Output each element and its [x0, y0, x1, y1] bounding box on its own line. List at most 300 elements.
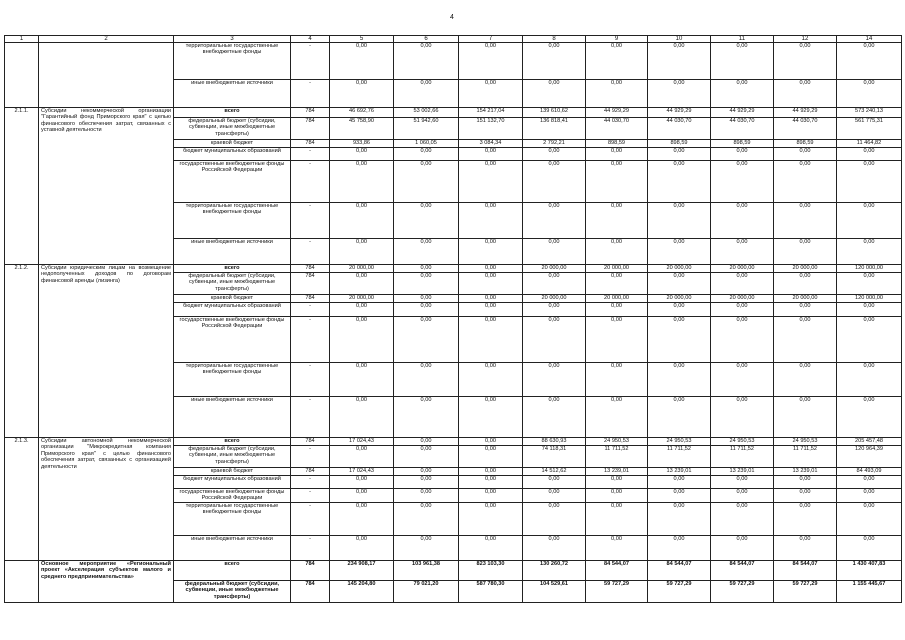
funding-source: бюджет муниципальных образований	[174, 303, 291, 317]
table-row	[5, 108, 902, 118]
amount-cell: 0,00	[459, 80, 523, 108]
department-code: 784	[291, 580, 330, 602]
department-code: 784	[291, 560, 330, 580]
amount-cell: 0,00	[523, 43, 586, 80]
amount-cell: 84 544,07	[648, 560, 711, 580]
amount-cell: 0,00	[586, 303, 648, 317]
amount-cell: 0,00	[837, 535, 902, 560]
amount-cell: 0,00	[394, 397, 459, 438]
table-row	[5, 438, 902, 446]
amount-cell: 20 000,00	[774, 265, 837, 273]
amount-cell: 1 430 407,83	[837, 560, 902, 580]
amount-cell: 0,00	[394, 502, 459, 535]
amount-cell: 1 155 445,67	[837, 580, 902, 602]
amount-cell: 0,00	[394, 303, 459, 317]
amount-cell: 0,00	[394, 148, 459, 161]
amount-cell: 20 000,00	[586, 265, 648, 273]
amount-cell: 20 000,00	[586, 295, 648, 303]
amount-cell: 0,00	[523, 535, 586, 560]
amount-cell: 88 630,93	[523, 438, 586, 446]
amount-cell: 0,00	[837, 363, 902, 397]
amount-cell: 13 239,01	[774, 468, 837, 476]
amount-cell: 0,00	[330, 489, 394, 503]
amount-cell: 0,00	[837, 273, 902, 295]
amount-cell: 0,00	[774, 148, 837, 161]
amount-cell: 0,00	[459, 303, 523, 317]
header-row	[5, 36, 902, 43]
amount-cell: 20 000,00	[648, 265, 711, 273]
amount-cell: 0,00	[648, 148, 711, 161]
amount-cell: 0,00	[330, 535, 394, 560]
amount-cell: 0,00	[330, 161, 394, 203]
funding-source: государственные внебюджетные фонды Российской Федерации	[174, 489, 291, 503]
amount-cell: 44 929,29	[711, 108, 774, 118]
amount-cell: 74 118,31	[523, 446, 586, 468]
funding-source: всего	[174, 265, 291, 273]
amount-cell: 0,00	[459, 273, 523, 295]
amount-cell: 0,00	[774, 317, 837, 363]
department-code: -	[291, 446, 330, 468]
amount-cell: 0,00	[774, 502, 837, 535]
department-code: 784	[291, 295, 330, 303]
department-code: 784	[291, 265, 330, 273]
amount-cell: 0,00	[330, 239, 394, 265]
department-code: -	[291, 43, 330, 80]
amount-cell: 0,00	[648, 239, 711, 265]
funding-source: бюджет муниципальных образований	[174, 476, 291, 489]
funding-source: краевой бюджет	[174, 295, 291, 303]
amount-cell: 44 929,29	[648, 108, 711, 118]
amount-cell: 0,00	[837, 476, 902, 489]
amount-cell: 0,00	[523, 273, 586, 295]
amount-cell: 0,00	[394, 363, 459, 397]
amount-cell: 0,00	[586, 489, 648, 503]
amount-cell: 0,00	[837, 489, 902, 503]
amount-cell: 0,00	[394, 535, 459, 560]
amount-cell: 44 030,70	[774, 118, 837, 140]
amount-cell: 0,00	[459, 502, 523, 535]
amount-cell: 0,00	[459, 397, 523, 438]
amount-cell: 0,00	[459, 148, 523, 161]
amount-cell: 0,00	[523, 239, 586, 265]
amount-cell: 561 775,31	[837, 118, 902, 140]
amount-cell: 0,00	[394, 438, 459, 446]
column-header: 6	[394, 36, 459, 43]
amount-cell: 84 544,07	[774, 560, 837, 580]
amount-cell: 0,00	[648, 203, 711, 239]
amount-cell: 0,00	[459, 43, 523, 80]
amount-cell: 0,00	[586, 161, 648, 203]
amount-cell: 0,00	[459, 295, 523, 303]
amount-cell: 0,00	[711, 239, 774, 265]
amount-cell: 3 084,34	[459, 140, 523, 148]
funding-source: всего	[174, 438, 291, 446]
amount-cell: 0,00	[586, 535, 648, 560]
funding-source: государственные внебюджетные фонды Российской Федерации	[174, 317, 291, 363]
amount-cell: 0,00	[459, 265, 523, 273]
amount-cell: 898,59	[774, 140, 837, 148]
amount-cell: 0,00	[711, 502, 774, 535]
amount-cell: 0,00	[586, 80, 648, 108]
department-code: -	[291, 363, 330, 397]
amount-cell: 0,00	[711, 317, 774, 363]
amount-cell: 17 024,43	[330, 438, 394, 446]
department-code: 784	[291, 118, 330, 140]
department-code: -	[291, 535, 330, 560]
amount-cell: 0,00	[648, 43, 711, 80]
amount-cell: 0,00	[774, 363, 837, 397]
budget-table	[4, 35, 902, 603]
amount-cell: 20 000,00	[330, 295, 394, 303]
amount-cell: 0,00	[586, 397, 648, 438]
amount-cell: 0,00	[837, 502, 902, 535]
column-header: 10	[648, 36, 711, 43]
amount-cell: 0,00	[394, 43, 459, 80]
amount-cell: 0,00	[648, 502, 711, 535]
amount-cell: 44 030,70	[586, 118, 648, 140]
amount-cell: 11 464,82	[837, 140, 902, 148]
amount-cell: 20 000,00	[648, 295, 711, 303]
amount-cell: 0,00	[459, 161, 523, 203]
amount-cell: 0,00	[330, 43, 394, 80]
amount-cell: 0,00	[648, 161, 711, 203]
amount-cell: 59 727,29	[586, 580, 648, 602]
department-code: -	[291, 161, 330, 203]
amount-cell: 14 512,62	[523, 468, 586, 476]
item-number: 2.1.3.	[5, 438, 39, 561]
funding-source: всего	[174, 108, 291, 118]
amount-cell: 11 711,52	[586, 446, 648, 468]
amount-cell: 59 727,29	[648, 580, 711, 602]
amount-cell: 0,00	[774, 535, 837, 560]
amount-cell: 120 000,00	[837, 295, 902, 303]
funding-source: территориальные государственные внебюджетные фонды	[174, 43, 291, 80]
amount-cell: 24 950,53	[774, 438, 837, 446]
column-header: 2	[39, 36, 174, 43]
amount-cell: 0,00	[711, 148, 774, 161]
amount-cell: 44 929,29	[586, 108, 648, 118]
amount-cell: 53 002,66	[394, 108, 459, 118]
amount-cell: 0,00	[459, 317, 523, 363]
amount-cell: 0,00	[523, 161, 586, 203]
funding-source: всего	[174, 560, 291, 580]
department-code: -	[291, 502, 330, 535]
amount-cell: 20 000,00	[774, 295, 837, 303]
amount-cell: 0,00	[648, 397, 711, 438]
amount-cell: 59 727,29	[711, 580, 774, 602]
item-description: Субсидии автономной некоммерческой организации "Микрокредитная компания Приморского края" с целью финансового обеспечения затрат, связанных с организацией деятельности	[39, 438, 174, 561]
amount-cell: 44 030,70	[711, 118, 774, 140]
department-code: -	[291, 148, 330, 161]
amount-cell: 0,00	[586, 363, 648, 397]
funding-source: иные внебюджетные источники	[174, 397, 291, 438]
funding-source: федеральный бюджет (субсидии, субвенции, иные межбюджетные трансферты)	[174, 446, 291, 468]
amount-cell: 0,00	[648, 535, 711, 560]
amount-cell: 0,00	[330, 273, 394, 295]
funding-source: краевой бюджет	[174, 140, 291, 148]
amount-cell: 136 818,41	[523, 118, 586, 140]
amount-cell: 205 457,48	[837, 438, 902, 446]
amount-cell: 0,00	[774, 303, 837, 317]
amount-cell: 0,00	[394, 468, 459, 476]
amount-cell: 0,00	[648, 273, 711, 295]
amount-cell: 24 950,53	[648, 438, 711, 446]
item-description: Субсидии некоммерческой организации "Гарантийный фонд Приморского края" с целью финансового обеспечения затрат, связанных с уставной деятельности	[39, 108, 174, 265]
amount-cell: 933,86	[330, 140, 394, 148]
amount-cell: 0,00	[523, 502, 586, 535]
amount-cell: 13 239,01	[586, 468, 648, 476]
amount-cell: 0,00	[711, 43, 774, 80]
column-header: 1	[5, 36, 39, 43]
amount-cell: 17 024,43	[330, 468, 394, 476]
amount-cell: 0,00	[330, 148, 394, 161]
amount-cell: 0,00	[394, 239, 459, 265]
amount-cell: 0,00	[459, 489, 523, 503]
funding-source: иные внебюджетные источники	[174, 80, 291, 108]
amount-cell: 24 950,53	[711, 438, 774, 446]
amount-cell: 139 610,62	[523, 108, 586, 118]
amount-cell: 84 544,07	[711, 560, 774, 580]
item-number: 2.1.1.	[5, 108, 39, 265]
amount-cell: 0,00	[586, 476, 648, 489]
department-code: -	[291, 80, 330, 108]
department-code: 784	[291, 273, 330, 295]
amount-cell: 0,00	[711, 489, 774, 503]
amount-cell: 587 780,30	[459, 580, 523, 602]
amount-cell: 0,00	[330, 363, 394, 397]
amount-cell: 0,00	[837, 397, 902, 438]
amount-cell: 44 929,29	[774, 108, 837, 118]
amount-cell: 0,00	[648, 317, 711, 363]
amount-cell: 0,00	[774, 476, 837, 489]
amount-cell: 898,59	[648, 140, 711, 148]
department-code: 784	[291, 140, 330, 148]
amount-cell: 84 493,09	[837, 468, 902, 476]
item-number	[5, 560, 39, 602]
amount-cell: 11 711,52	[648, 446, 711, 468]
amount-cell: 0,00	[330, 317, 394, 363]
amount-cell: 13 239,01	[711, 468, 774, 476]
amount-cell: 0,00	[523, 80, 586, 108]
amount-cell: 0,00	[394, 273, 459, 295]
column-header: 3	[174, 36, 291, 43]
department-code: -	[291, 489, 330, 503]
amount-cell: 0,00	[394, 295, 459, 303]
amount-cell: 0,00	[394, 161, 459, 203]
funding-source: территориальные государственные внебюджетные фонды	[174, 363, 291, 397]
amount-cell: 120 000,00	[837, 265, 902, 273]
funding-source: иные внебюджетные источники	[174, 535, 291, 560]
item-description: Основное мероприятие «Региональный проект «Акселерация субъектов малого и среднего предпринимательства»	[39, 560, 174, 602]
amount-cell: 234 908,17	[330, 560, 394, 580]
amount-cell: 0,00	[711, 476, 774, 489]
table-row	[5, 43, 902, 80]
amount-cell: 0,00	[586, 239, 648, 265]
amount-cell: 0,00	[523, 203, 586, 239]
amount-cell: 0,00	[330, 303, 394, 317]
column-header: 8	[523, 36, 586, 43]
amount-cell: 0,00	[459, 535, 523, 560]
amount-cell: 20 000,00	[711, 295, 774, 303]
item-description-cell	[39, 43, 174, 108]
table-row	[5, 560, 902, 580]
amount-cell: 24 950,53	[586, 438, 648, 446]
amount-cell: 0,00	[394, 476, 459, 489]
amount-cell: 0,00	[459, 446, 523, 468]
funding-source: федеральный бюджет (субсидии, субвенции, иные межбюджетные трансферты)	[174, 580, 291, 602]
amount-cell: 0,00	[711, 535, 774, 560]
amount-cell: 0,00	[648, 489, 711, 503]
amount-cell: 0,00	[459, 438, 523, 446]
amount-cell: 154 217,04	[459, 108, 523, 118]
amount-cell: 0,00	[394, 317, 459, 363]
amount-cell: 573 240,13	[837, 108, 902, 118]
amount-cell: 0,00	[330, 397, 394, 438]
page-number: 4	[450, 14, 454, 21]
amount-cell: 0,00	[523, 317, 586, 363]
amount-cell: 0,00	[837, 203, 902, 239]
amount-cell: 46 692,76	[330, 108, 394, 118]
amount-cell: 84 544,07	[586, 560, 648, 580]
amount-cell: 130 260,72	[523, 560, 586, 580]
department-code: -	[291, 476, 330, 489]
amount-cell: 11 711,52	[711, 446, 774, 468]
funding-source: государственные внебюджетные фонды Российской Федерации	[174, 161, 291, 203]
amount-cell: 0,00	[837, 148, 902, 161]
amount-cell: 44 030,70	[648, 118, 711, 140]
amount-cell: 2 792,21	[523, 140, 586, 148]
amount-cell: 0,00	[586, 502, 648, 535]
amount-cell: 11 711,52	[774, 446, 837, 468]
column-header: 9	[586, 36, 648, 43]
amount-cell: 0,00	[648, 80, 711, 108]
amount-cell: 0,00	[774, 80, 837, 108]
amount-cell: 0,00	[648, 363, 711, 397]
column-header: 5	[330, 36, 394, 43]
amount-cell: 0,00	[586, 43, 648, 80]
amount-cell: 0,00	[459, 203, 523, 239]
amount-cell: 0,00	[394, 446, 459, 468]
amount-cell: 0,00	[711, 161, 774, 203]
amount-cell: 0,00	[774, 161, 837, 203]
amount-cell: 20 000,00	[330, 265, 394, 273]
amount-cell: 0,00	[459, 239, 523, 265]
amount-cell: 0,00	[774, 273, 837, 295]
item-number-cell	[5, 43, 39, 108]
column-header: 7	[459, 36, 523, 43]
amount-cell: 120 964,39	[837, 446, 902, 468]
funding-source: территориальные государственные внебюджетные фонды	[174, 502, 291, 535]
amount-cell: 0,00	[523, 489, 586, 503]
amount-cell: 898,59	[586, 140, 648, 148]
amount-cell: 0,00	[837, 43, 902, 80]
amount-cell: 0,00	[774, 239, 837, 265]
amount-cell: 0,00	[394, 203, 459, 239]
amount-cell: 0,00	[711, 273, 774, 295]
amount-cell: 0,00	[586, 273, 648, 295]
amount-cell: 823 103,30	[459, 560, 523, 580]
funding-source: территориальные государственные внебюджетные фонды	[174, 203, 291, 239]
amount-cell: 0,00	[774, 397, 837, 438]
amount-cell: 0,00	[586, 203, 648, 239]
amount-cell: 0,00	[330, 80, 394, 108]
funding-source: бюджет муниципальных образований	[174, 148, 291, 161]
department-code: -	[291, 203, 330, 239]
amount-cell: 0,00	[330, 502, 394, 535]
amount-cell: 0,00	[648, 303, 711, 317]
amount-cell: 0,00	[837, 317, 902, 363]
amount-cell: 0,00	[774, 43, 837, 80]
amount-cell: 20 000,00	[523, 265, 586, 273]
funding-source: федеральный бюджет (субсидии, субвенции, иные межбюджетные трансферты)	[174, 118, 291, 140]
amount-cell: 0,00	[330, 203, 394, 239]
amount-cell: 0,00	[586, 148, 648, 161]
amount-cell: 145 204,80	[330, 580, 394, 602]
amount-cell: 0,00	[837, 239, 902, 265]
amount-cell: 20 000,00	[711, 265, 774, 273]
funding-source: иные внебюджетные источники	[174, 239, 291, 265]
amount-cell: 0,00	[523, 148, 586, 161]
funding-source: краевой бюджет	[174, 468, 291, 476]
amount-cell: 51 942,60	[394, 118, 459, 140]
amount-cell: 0,00	[523, 397, 586, 438]
column-header: 14	[837, 36, 902, 43]
amount-cell: 0,00	[459, 476, 523, 489]
department-code: -	[291, 239, 330, 265]
amount-cell: 0,00	[330, 446, 394, 468]
amount-cell: 0,00	[523, 476, 586, 489]
amount-cell: 151 132,70	[459, 118, 523, 140]
amount-cell: 0,00	[774, 489, 837, 503]
department-code: 784	[291, 468, 330, 476]
amount-cell: 0,00	[711, 363, 774, 397]
amount-cell: 0,00	[394, 489, 459, 503]
department-code: 784	[291, 108, 330, 118]
amount-cell: 45 758,90	[330, 118, 394, 140]
amount-cell: 0,00	[711, 397, 774, 438]
amount-cell: 0,00	[586, 317, 648, 363]
amount-cell: 0,00	[330, 476, 394, 489]
amount-cell: 0,00	[837, 161, 902, 203]
amount-cell: 1 060,05	[394, 140, 459, 148]
funding-source: федеральный бюджет (субсидии, субвенции, иные межбюджетные трансферты)	[174, 273, 291, 295]
amount-cell: 0,00	[648, 476, 711, 489]
amount-cell: 103 961,38	[394, 560, 459, 580]
amount-cell: 0,00	[394, 265, 459, 273]
amount-cell: 104 529,61	[523, 580, 586, 602]
department-code: -	[291, 397, 330, 438]
amount-cell: 0,00	[837, 80, 902, 108]
amount-cell: 0,00	[523, 363, 586, 397]
table-body	[5, 36, 902, 603]
amount-cell: 20 000,00	[523, 295, 586, 303]
amount-cell: 0,00	[711, 203, 774, 239]
amount-cell: 59 727,29	[774, 580, 837, 602]
amount-cell: 898,59	[711, 140, 774, 148]
amount-cell: 0,00	[837, 303, 902, 317]
department-code: -	[291, 303, 330, 317]
column-header: 11	[711, 36, 774, 43]
amount-cell: 79 021,20	[394, 580, 459, 602]
amount-cell: 13 239,01	[648, 468, 711, 476]
column-header: 4	[291, 36, 330, 43]
amount-cell: 0,00	[774, 203, 837, 239]
column-header: 12	[774, 36, 837, 43]
amount-cell: 0,00	[523, 303, 586, 317]
item-number: 2.1.2.	[5, 265, 39, 438]
department-code: -	[291, 317, 330, 363]
amount-cell: 0,00	[459, 468, 523, 476]
